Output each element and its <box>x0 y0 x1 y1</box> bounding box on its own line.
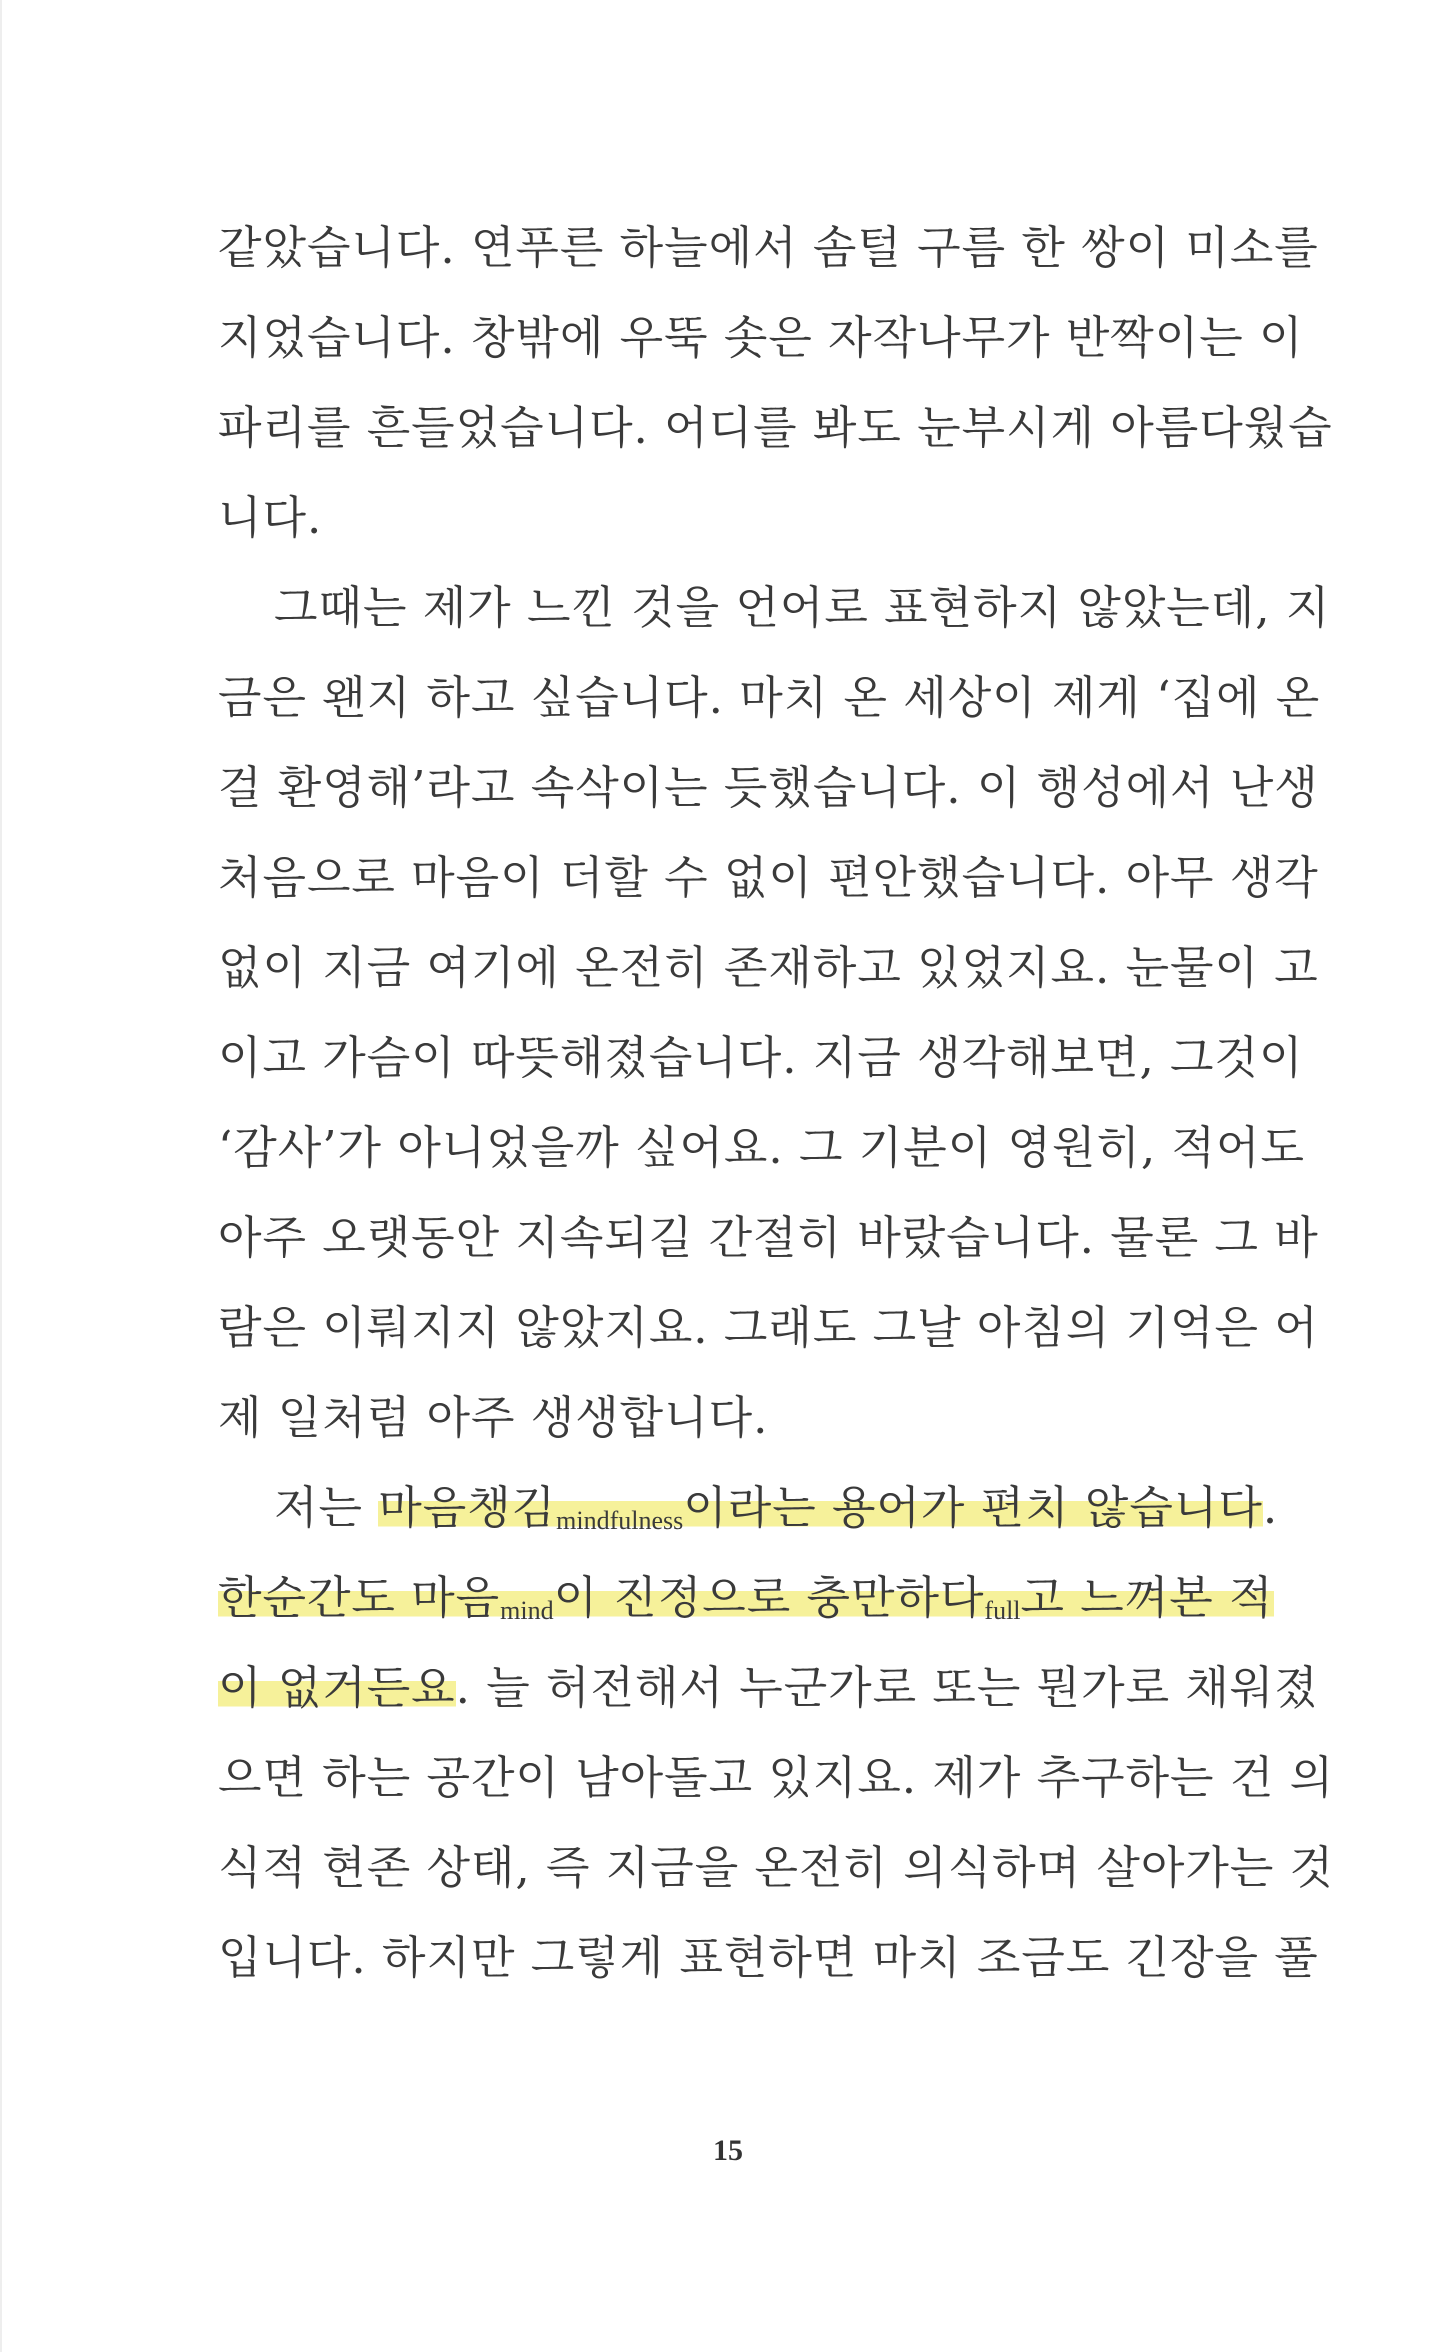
text-line: 아주 오랫동안 지속되길 간절히 바랐습니다. 물론 그 바 <box>218 1211 1319 1264</box>
highlighted-text <box>218 1571 1274 1624</box>
english-gloss: mindfulness <box>556 1506 684 1535</box>
highlight-segment: 한순간도 마음 <box>218 1571 501 1624</box>
text-line: 제 일처럼 아주 생생합니다. <box>218 1391 769 1444</box>
text-line: 없이 지금 여기에 온전히 존재하고 있었지요. 눈물이 고 <box>218 941 1319 994</box>
english-gloss: mind <box>500 1596 554 1625</box>
text-line-highlighted <box>218 1472 1279 1562</box>
highlight-segment: 고 느껴본 적 <box>1020 1571 1274 1624</box>
text-line: 식적 현존 상태, 즉 지금을 온전히 의식하며 살아가는 것 <box>218 1841 1335 1894</box>
text-line: 금은 왠지 하고 싶습니다. 마치 온 세상이 제게 ‘집에 온 <box>218 671 1321 724</box>
text-line: 처음으로 마음이 더할 수 없이 편안했습니다. 아무 생각 <box>218 851 1319 904</box>
highlight-segment: 이 진정으로 충만하다 <box>553 1571 985 1624</box>
text-line: 으면 하는 공간이 남아돌고 있지요. 제가 추구하는 건 의 <box>218 1751 1335 1804</box>
text-line: 파리를 흔들었습니다. 어디를 봐도 눈부시게 아름다웠습 <box>218 401 1333 454</box>
plain-text: 저는 <box>274 1481 379 1534</box>
highlight-segment: 마음챙김 <box>378 1481 557 1534</box>
text-line: 람은 이뤄지지 않았지요. 그래도 그날 아침의 기억은 어 <box>218 1301 1319 1354</box>
text-line: 입니다. 하지만 그렇게 표현하면 마치 조금도 긴장을 풀 <box>218 1931 1319 1984</box>
body-text <box>218 212 1335 2012</box>
text-line: 지었습니다. 창밖에 우뚝 솟은 자작나무가 반짝이는 이 <box>218 311 1304 364</box>
page-number: 15 <box>713 2134 743 2167</box>
text-line-highlighted <box>218 1652 1319 1742</box>
text-line: 니다. <box>218 491 323 544</box>
highlighted-text <box>378 1481 1263 1534</box>
english-gloss: full <box>984 1596 1021 1625</box>
highlighted-text: 이 없거든요 <box>218 1661 456 1714</box>
text-line: ‘감사’가 아니었을까 싶어요. 그 기분이 영원히, 적어도 <box>218 1121 1305 1174</box>
text-line: 그때는 제가 느낀 것을 언어로 표현하지 않았는데, 지 <box>274 581 1331 634</box>
plain-text: 늘 허전해서 누군가로 또는 뭔가로 채워졌 <box>486 1661 1319 1714</box>
text-line: 걸 환영해’라고 속삭이는 듯했습니다. 이 행성에서 난생 <box>218 761 1319 814</box>
text-line: 이고 가슴이 따뜻해졌습니다. 지금 생각해보면, 그것이 <box>218 1031 1304 1084</box>
text-line-highlighted <box>218 1562 1274 1652</box>
plain-text: . <box>455 1661 487 1714</box>
highlight-segment: 이라는 용어가 편치 않습니다 <box>683 1481 1263 1534</box>
text-line: 같았습니다. 연푸른 하늘에서 솜털 구름 한 쌍이 미소를 <box>218 221 1319 274</box>
plain-text: . <box>1262 1481 1279 1534</box>
